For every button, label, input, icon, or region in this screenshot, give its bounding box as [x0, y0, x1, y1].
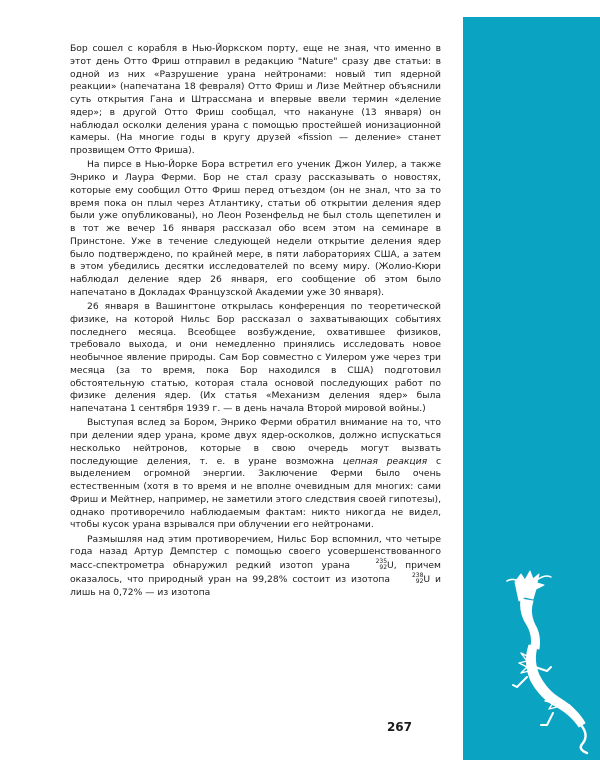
isotope-u238: 238 92 U — [411, 571, 431, 585]
paragraph-1: Бор сошел с корабля в Нью-Йоркском порту, еще не зная, что именно в этот день Отто Фриш отправил в редакцию "Nature" сразу две статьи: в одной из них «Разрушение урана нейтронами: новый тип ядерной реакции» (напечатана 18 февраля) Отто Фриш и Лизе Мейтнер объяснили суть открытия Гана и Штрассмана и впервые ввели термин «деление ядер»; в другой Отто Фриш сообщал, что накануне (13 января) он наблюдал осколки деления урана с помощью простейшей ионизационной камеры. (На многие годы в кругу друзей «fission — деление» станет прозвищем Отто Фриша). — [70, 43, 441, 156]
side-color-band — [463, 17, 600, 760]
paragraph-3: 26 января в Вашингтоне открылась конференция по теоретической физике, на которой Нильс Бор рассказал о захватывающих событиях последнего месяца. Всеобщее возбуждение, охватившее физиков, требовало выхода, и они немедленно принялись исследовать новое необычное явление природы. Сам Бор совместно с Уилером уже через три месяца (за то время, пока Бор находился в США) подготовил обстоятельную статью, которая стала основой последующих работ по физике деления ядер. (Их статья «Механизм деления ядер» была напечатана 1 сентября 1939 г. — в день начала Второй мировой войны.) — [70, 301, 441, 414]
dragon-icon — [463, 17, 600, 760]
paragraph-4: Выступая вслед за Бором, Энрико Ферми обратил внимание на то, что при делении ядер урана, кроме двух ядер-осколков, должно испускаться несколько нейтронов, которые в свою очередь могут вызвать последующие деления, т. е. в уране возможна цепная реакция с выделением огромной энергии. Заключение Ферми было очень естественным (хотя в то время и не вполне очевидным для многих: сами Фриш и Мейтнер, например, не заметили этого следствия своей гипотезы), однако противоречило наблюдаемым фактам: никто никогда не видел, чтобы кусок урана взрывался при облучении его нейтронами. — [70, 417, 441, 531]
paragraph-2: На пирсе в Нью-Йорке Бора встретил его ученик Джон Уилер, а также Энрико и Лаура Ферми. Бор не стал сразу рассказывать о новостях, которые ему сообщил Отто Фриш перед отъездом (он не знал, что за то время пока он плыл через Атлантику, статьи об открытии деления ядер были уже опубликованы), но Леон Розенфельд не был столь щепетилен и в тот же вечер 16 января рассказал обо всем этом на семинаре в Принстоне. Уже в течение следующей недели открытие деления ядер было подтверждено, по крайней мере, в пяти лабораториях США, а затем в этом убедились десятки исследователей по всему миру. (Жолио-Кюри наблюдал деление ядер 26 января, его сообщение об этом было напечатано в Докладах Французской Академии уже 30 января). — [70, 159, 441, 298]
page-number: 267 — [386, 720, 412, 734]
isotope-u235: 235 92 U — [375, 558, 394, 571]
paragraph-5: Размышляя над этим противоречием, Нильс Бор вспомнил, что четыре года назад Артур Демпстер с помощью своего усовершенствованного масс-спектрометра обнаружил редкий изотоп урана 235 92 U, причем оказалось, что природный уран на 99,28% состоит из изотопа 238 92 U и лишь на 0,72% — из изотопа — [70, 533, 441, 598]
chain-reaction-term: цепная реакция — [342, 455, 428, 467]
article-body — [70, 43, 441, 601]
